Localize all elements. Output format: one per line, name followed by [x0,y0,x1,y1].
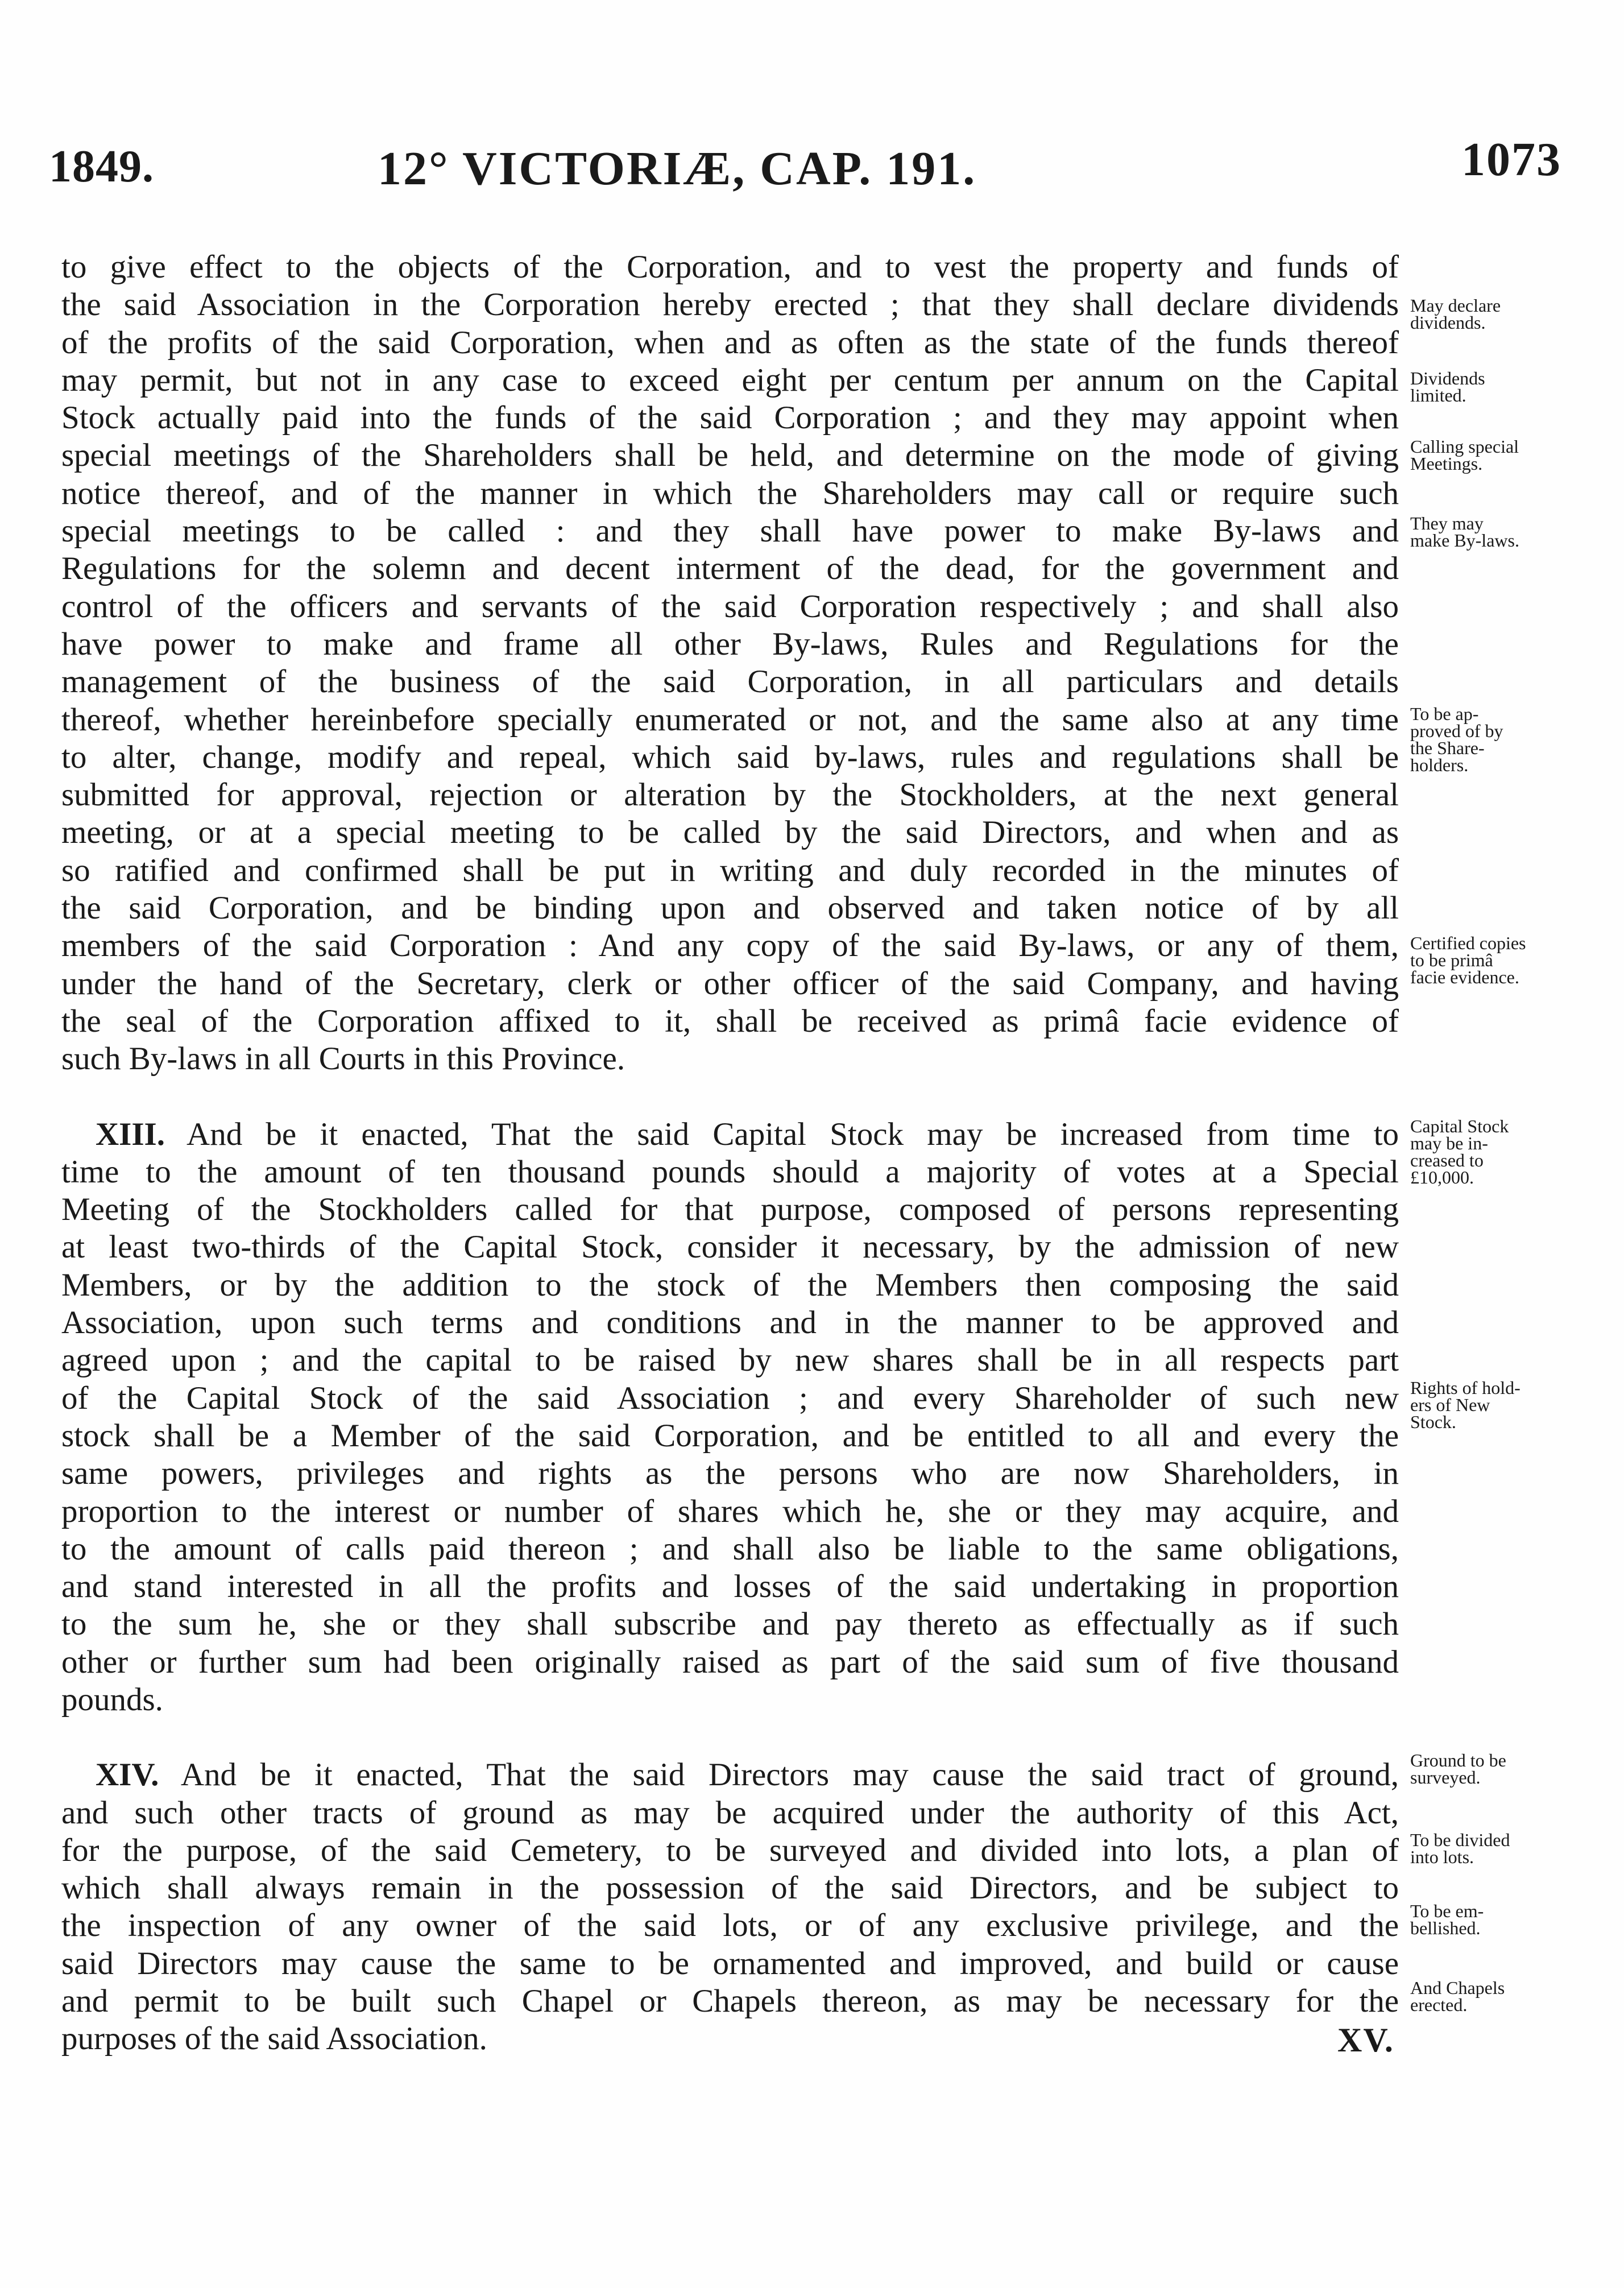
header-title: 12° VICTORIÆ, CAP. 191. [378,142,977,195]
section-first-line [61,1116,1399,1153]
text-line: members of the said Corporation : And any copy of the said By-laws, or any of them, [61,928,1399,964]
body-text [61,249,1399,2058]
margin-note-line: Capital Stock [1410,1116,1509,1136]
text-line: meeting, or at a special meeting to be called by the said Directors, and when and as [61,814,1399,851]
margin-note [1410,438,1581,472]
margin-note-line: Certified copies [1410,933,1526,953]
text-line: the seal of the Corporation affixed to it, shall be received as primâ facie evidence of [61,1003,1399,1039]
text-line: the said Association in the Corporation hereby erected ; that they shall declare dividends [61,287,1399,323]
text-line: and such other tracts of ground as may be acquired under the authority of this Act, [61,1794,1399,1831]
margin-note-line: into lots. [1410,1847,1474,1867]
margin-note-line: Calling special [1410,436,1519,457]
margin-note-line: To be divided [1410,1830,1510,1850]
text-line: which shall always remain in the possession of the said Directors, and be subject to [61,1870,1399,1906]
text-line: the said Corporation, and be binding upon and observed and taken notice of by all [61,890,1399,926]
text-line: purposes of the said Association. [61,2021,487,2057]
paragraph-gap [61,1719,1399,1756]
margin-note-line: may be in- [1410,1133,1488,1153]
text-line: of the profits of the said Corporation, when and as often as the state of the funds thereof [61,324,1399,361]
text-line: for the purpose, of the said Cemetery, to be surveyed and divided into lots, a plan of [61,1832,1399,1868]
margin-note-line: dividends. [1410,312,1486,333]
margin-note-line: make By-laws. [1410,530,1519,551]
margin-note [1410,1902,1581,1937]
text-line: proportion to the interest or number of shares which he, she or they may acquire, and [61,1493,1399,1529]
text-line: stock shall be a Member of the said Corporation, and be entitled to all and every the [61,1417,1399,1454]
margin-note-line: facie evidence. [1410,967,1519,987]
header-year: 1849. [49,142,154,192]
margin-note [1410,515,1581,549]
paragraph-gap [61,1078,1399,1116]
margin-note-line: May declare [1410,295,1501,316]
margin-note-line: the Share- [1410,738,1485,758]
margin-note-line: proved of by [1410,721,1503,741]
margin-note-line: ers of New [1410,1395,1490,1415]
page-number: 1073 [1461,133,1561,186]
margin-note-line: £10,000. [1410,1167,1474,1188]
section-opening: And be it enacted, That the said Directors may cause the said tract of ground, [180,1757,1399,1793]
margin-note-line: limited. [1410,385,1466,406]
text-line: Meeting of the Stockholders called for that purpose, composed of persons representing [61,1191,1399,1228]
margin-note [1410,370,1581,404]
catchword: XV. [1337,2021,1394,2059]
text-line: Association, upon such terms and conditions and in the manner to be approved and [61,1305,1399,1341]
text-line: to alter, change, modify and repeal, which said by-laws, rules and regulations shall be [61,739,1399,775]
text-line: under the hand of the Secretary, clerk or other officer of the said Company, and having [61,965,1399,1002]
margin-note-line: To be em- [1410,1901,1484,1921]
margin-note-line: erected. [1410,1995,1468,2015]
text-line: control of the officers and servants of the said Corporation respectively ; and shall also [61,588,1399,624]
section-number: XIV. [96,1757,159,1793]
section-xiii [61,1116,1399,1719]
margin-note-line: They may [1410,513,1484,533]
margin-note-line: Rights of hold- [1410,1377,1521,1398]
margin-note-line: And Chapels [1410,1977,1505,1998]
section-first-line [61,1756,1399,1794]
margin-note [1410,934,1581,986]
text-line: and stand interested in all the profits and losses of the said undertaking in proportion [61,1569,1399,1605]
margin-note-line: bellished. [1410,1918,1481,1938]
section-xiv [61,1756,1399,2058]
text-line: to the amount of calls paid thereon ; and shall also be liable to the same obligations, [61,1530,1399,1567]
text-line: Stock actually paid into the funds of the said Corporation ; and they may appoint when [61,400,1399,436]
margin-note-line: Meetings. [1410,453,1483,474]
margin-note [1410,1118,1581,1186]
text-line: at least two-thirds of the Capital Stock, consider it necessary, by the admission of new [61,1229,1399,1265]
text-line: management of the business of the said Corporation, in all particulars and details [61,664,1399,700]
text-line: agreed upon ; and the capital to be raised by new shares shall be in all respects part [61,1342,1399,1379]
text-line: time to the amount of ten thousand pounds should a majority of votes at a Special [61,1153,1399,1190]
text-line: thereof, whether hereinbefore specially enumerated or not, and the same also at any time [61,701,1399,738]
margin-note [1410,1379,1581,1430]
margin-note-line: Dividends [1410,368,1485,388]
text-line: of the Capital Stock of the said Association ; and every Shareholder of such new [61,1380,1399,1416]
text-line: so ratified and confirmed shall be put in writing and duly recorded in the minutes of [61,852,1399,888]
margin-note-line: Ground to be [1410,1750,1506,1770]
margin-note [1410,1831,1581,1865]
text-line: have power to make and frame all other By-laws, Rules and Regulations for the [61,626,1399,662]
text-line: same powers, privileges and rights as the persons who are now Shareholders, in [61,1455,1399,1492]
text-line: such By-laws in all Courts in this Province. [61,1041,625,1077]
text-line: and permit to be built such Chapel or Chapels thereon, as may be necessary for the [61,1983,1399,2020]
margin-note [1410,297,1581,331]
margin-note-line: surveyed. [1410,1767,1481,1788]
margin-note [1410,1979,1581,2013]
text-line: may permit, but not in any case to exceed eight per centum per annum on the Capital [61,362,1399,398]
margin-note-line: To be ap- [1410,704,1479,724]
text-line: pounds. [61,1681,163,1718]
text-line: notice thereof, and of the manner in which the Shareholders may call or require such [61,475,1399,511]
text-line: Regulations for the solemn and decent interment of the dead, for the government and [61,551,1399,587]
paragraph-continued [61,249,1399,1078]
running-header [49,133,1561,204]
margin-note-line: holders. [1410,755,1469,775]
text-line: the inspection of any owner of the said lots, or of any exclusive privilege, and the [61,1908,1399,1944]
text-line: Members, or by the addition to the stock of the Members then composing the said [61,1267,1399,1303]
margin-note-line: Stock. [1410,1412,1456,1432]
text-line: to give effect to the objects of the Corporation, and to vest the property and funds of [61,249,1399,285]
margin-note [1410,705,1581,773]
text-line: to the sum he, she or they shall subscribe and pay thereto as effectually as if such [61,1606,1399,1642]
text-line: special meetings to be called : and they shall have power to make By-laws and [61,513,1399,549]
section-opening: And be it enacted, That the said Capital Stock may be increased from time to [187,1116,1399,1152]
margin-note-line: to be primâ [1410,950,1493,970]
text-line: submitted for approval, rejection or alteration by the Stockholders, at the next general [61,777,1399,813]
text-line: said Directors may cause the same to be ornamented and improved, and build or cause [61,1945,1399,1981]
text-line: special meetings of the Shareholders shall be held, and determine on the mode of giving [61,437,1399,474]
text-line: other or further sum had been originally raised as part of the said sum of five thousand [61,1644,1399,1680]
section-number: XIII. [96,1116,165,1152]
margin-note-line: creased to [1410,1150,1484,1170]
margin-note [1410,1752,1581,1786]
